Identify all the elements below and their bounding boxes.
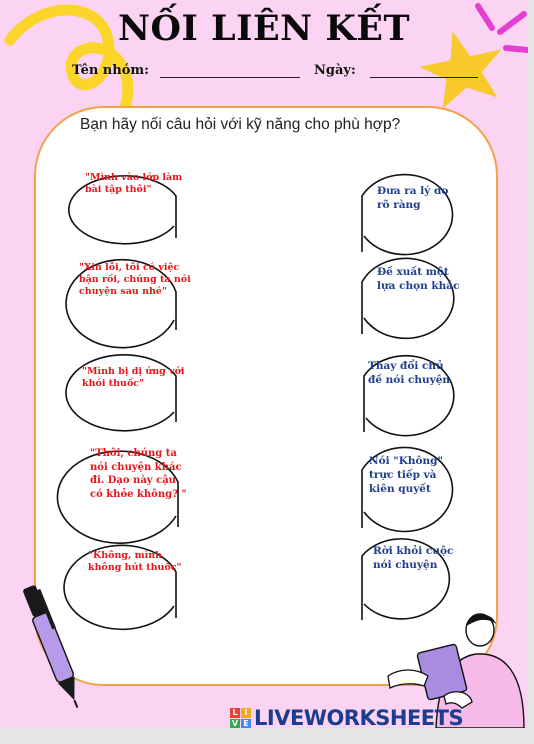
question-3-text[interactable] (82, 366, 185, 390)
skill-5-text[interactable] (373, 544, 453, 572)
question-2-line: bận rồi, chúng ta nói (79, 274, 191, 285)
question-4-text[interactable] (90, 447, 187, 501)
liveworksheets-logo (230, 706, 463, 728)
question-5-text[interactable] (88, 550, 181, 574)
skill-1-line: rõ ràng (377, 199, 421, 211)
skill-3-line: đề nói chuyện (368, 374, 451, 386)
skill-2-text[interactable] (377, 265, 460, 293)
skill-3-line: Thay đổi chủ (368, 360, 444, 372)
question-1-text[interactable] (85, 172, 182, 196)
logo-letter: I (241, 708, 251, 718)
logo-mark (230, 708, 251, 729)
skill-5-line: Rời khỏi cuộc (373, 545, 454, 557)
pen-icon (22, 572, 86, 722)
skill-1-text[interactable] (377, 184, 448, 212)
skill-2-line: lựa chọn khác (377, 280, 460, 292)
skill-4-line: kiên quyết (369, 483, 431, 495)
question-4-line: đi. Dạo này cậu (90, 475, 176, 486)
question-5-line: không hút thuốc" (88, 562, 182, 573)
skill-4-line: trực tiếp và (369, 469, 437, 481)
instruction-text: Bạn hãy nối câu hỏi với kỹ năng cho phù hợp? (80, 116, 401, 133)
skill-4-line: Nói "Không" (369, 455, 443, 467)
skill-4-text[interactable] (369, 454, 443, 496)
skill-2-line: Đề xuất một (377, 266, 449, 278)
question-5-line: "Không, mình (88, 550, 163, 561)
group-name-label: Tên nhóm: (72, 63, 149, 78)
logo-letter: V (231, 718, 239, 728)
question-2-line: "Xin lỗi, tôi có việc (79, 262, 180, 273)
skill-3-text[interactable] (368, 359, 450, 387)
question-4-line: nói chuyện khác (90, 461, 182, 473)
question-1-line: "Mình vào lớp làm (85, 172, 183, 183)
page-title: NỐI LIÊN KẾT (117, 8, 410, 49)
logo-letter: L (230, 708, 240, 718)
skill-1-line: Đưa ra lý do (377, 185, 449, 197)
question-1-line: bài tập thôi" (85, 184, 152, 195)
question-3-line: khói thuốc" (82, 378, 145, 389)
logo-letter: E (241, 719, 251, 729)
question-4-line: có khỏe không? " (90, 488, 187, 500)
skill-5-line: nói chuyện (373, 559, 438, 571)
question-2-line: chuyện sau nhé" (79, 286, 167, 297)
question-4-line: "Thôi, chúng ta (90, 448, 177, 459)
logo-text: LIVEWORKSHEETS (254, 706, 464, 728)
question-3-line: "Mình bị dị ứng với (82, 366, 185, 377)
question-2-text[interactable] (79, 262, 191, 298)
date-label: Ngày: (314, 63, 356, 78)
